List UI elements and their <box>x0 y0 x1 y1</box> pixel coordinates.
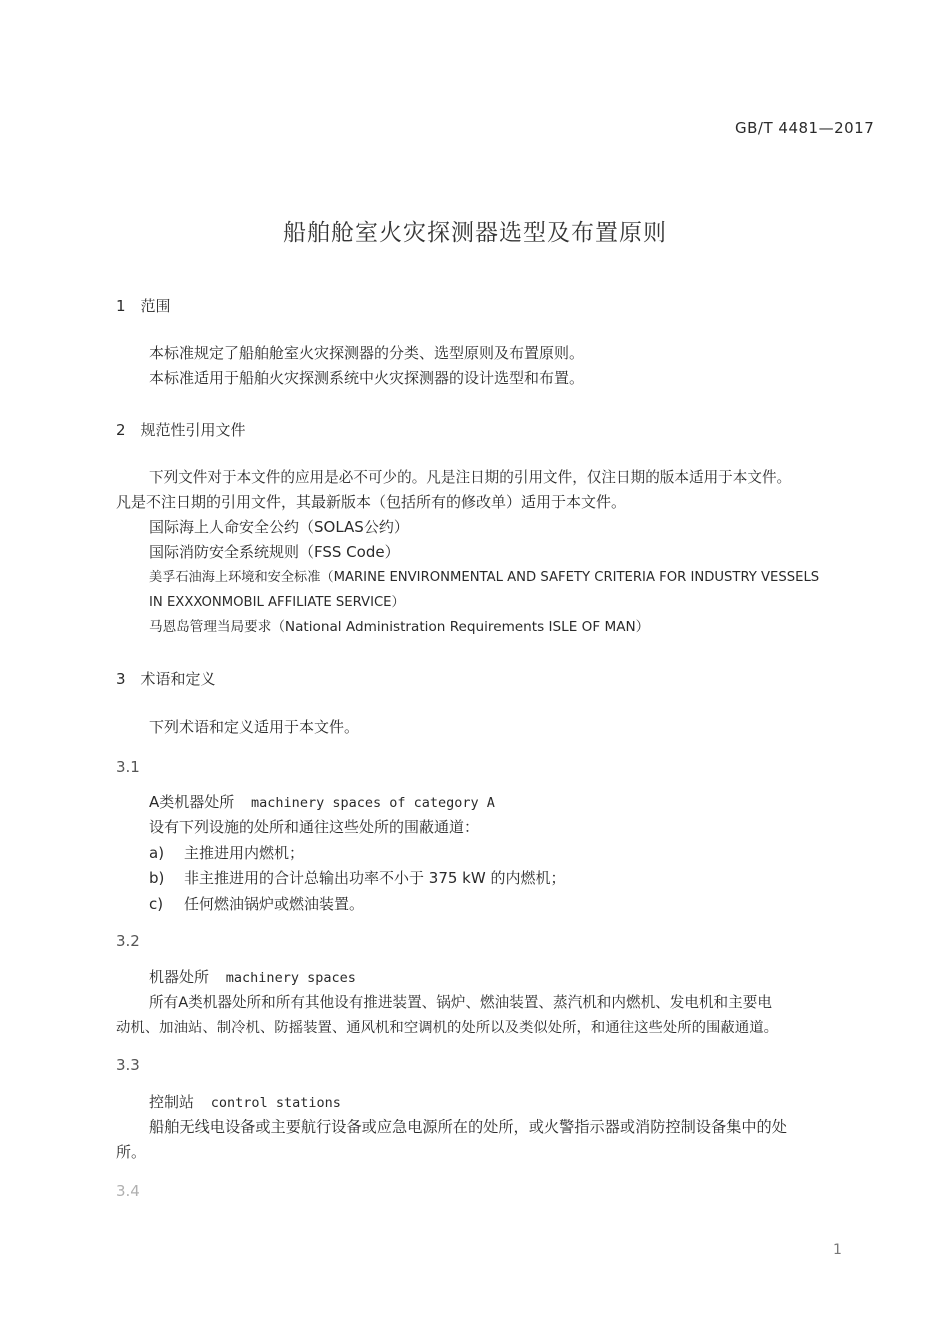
list-item-b <box>149 866 566 891</box>
term-3-1-definition: 设有下列设施的处所和通往这些处所的围蔽通道： <box>149 818 480 836</box>
term-3-2-definition-line-2: 动机、加油站、制冷机、防摇装置、通风机和空调机的处所以及类似处所，和通往这些处所的围蔽通道。 <box>116 1020 778 1036</box>
term-3-2-number: 3.2 <box>116 932 140 950</box>
list-item-b-label: b) <box>149 869 165 887</box>
term-3-3-en: control stations <box>210 1095 341 1111</box>
list-item-a-label: a) <box>149 844 165 862</box>
term-3-1-title <box>149 790 495 816</box>
term-3-1-cn: A类机器处所 <box>149 793 235 811</box>
section-3-heading: 3 术语和定义 <box>116 670 216 688</box>
term-3-3-title <box>149 1090 341 1116</box>
section-1-heading: 1 范围 <box>116 297 171 315</box>
section-1-paragraph-1: 本标准规定了船舶舱室火灾探测器的分类、选型原则及布置原则。 <box>149 344 585 362</box>
section-2-paragraph-line-1: 下列文件对于本文件的应用是必不可少的。凡是注日期的引用文件，仅注日期的版本适用于本文件。 <box>149 469 792 486</box>
list-item-b-text: 非主推进用的合计总输出功率不小于 375 kW 的内燃机； <box>184 869 566 887</box>
term-3-1-en: machinery spaces of category A <box>251 795 495 811</box>
page-number: 1 <box>833 1242 842 1258</box>
list-item-a-text: 主推进用内燃机； <box>184 844 305 862</box>
term-3-2-cn: 机器处所 <box>149 968 210 986</box>
section-2-paragraph-line-2: 凡是不注日期的引用文件，其最新版本（包括所有的修改单）适用于本文件。 <box>116 493 627 511</box>
term-3-3-number: 3.3 <box>116 1056 140 1074</box>
section-1-paragraph-2: 本标准适用于船舶火灾探测系统中火灾探测器的设计选型和布置。 <box>149 369 585 387</box>
term-3-2-title <box>149 965 356 991</box>
term-3-1-number: 3.1 <box>116 758 140 776</box>
term-3-4-number: 3.4 <box>116 1182 140 1200</box>
term-3-2-definition-line-1: 所有A类机器处所和所有其他设有推进装置、锅炉、燃油装置、蒸汽机和内燃机、发电机和主要电 <box>149 994 772 1011</box>
term-3-3-definition-line-2: 所。 <box>116 1143 147 1161</box>
reference-solas: 国际海上人命安全公约（SOLAS公约） <box>149 518 409 536</box>
term-3-3-cn: 控制站 <box>149 1093 195 1111</box>
document-title: 船舶舱室火灾探测器选型及布置原则 <box>283 220 667 246</box>
reference-fss-code: 国际消防安全系统规则（FSS Code） <box>149 543 400 561</box>
list-item-c-text: 任何燃油锅炉或燃油装置。 <box>184 895 365 913</box>
reference-isle-of-man: 马恩岛管理当局要求（National Administration Requirements ISLE OF MAN） <box>149 619 650 635</box>
list-item-c <box>149 892 365 917</box>
section-2-heading: 2 规范性引用文件 <box>116 421 246 439</box>
list-item-c-label: c) <box>149 895 164 913</box>
term-3-2-en: machinery spaces <box>225 970 356 986</box>
term-3-3-definition-line-1: 船舶无线电设备或主要航行设备或应急电源所在的处所，或火警指示器或消防控制设备集中的处 <box>149 1118 787 1136</box>
reference-exxonmobil-line-1: 美孚石油海上环境和安全标准（MARINE ENVIRONMENTAL AND SAFETY CRITERIA FOR INDUSTRY VESSELS <box>149 570 820 585</box>
reference-exxonmobil-line-2: IN EXXXONMOBIL AFFILIATE SERVICE） <box>149 595 405 610</box>
standard-code: GB/T 4481—2017 <box>735 119 875 137</box>
list-item-a <box>149 841 305 866</box>
section-3-intro: 下列术语和定义适用于本文件。 <box>149 718 360 736</box>
